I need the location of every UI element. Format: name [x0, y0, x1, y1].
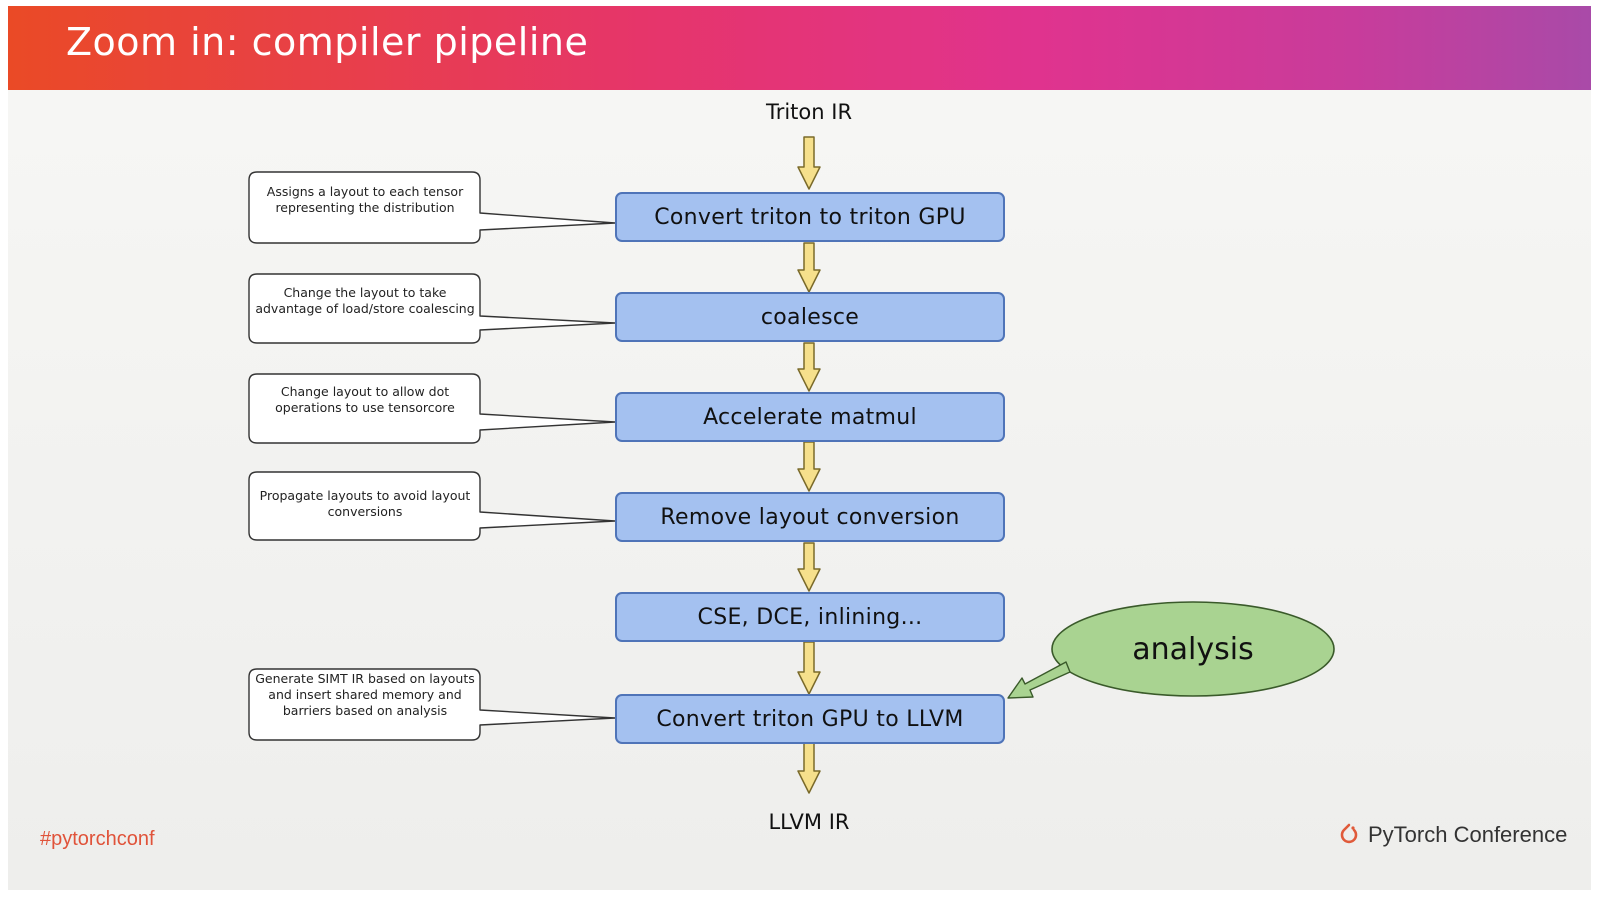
note-convert-to-llvm: Generate SIMT IR based on layouts and insert shared memory and barriers based on analysis: [255, 671, 475, 718]
note-coalesce: Change the layout to take advantage of load/store coalescing: [255, 285, 475, 316]
analysis-label: analysis: [1132, 631, 1254, 667]
down-arrow-7: [798, 743, 820, 793]
down-arrow-2: [798, 243, 820, 292]
down-arrow-1: [798, 137, 820, 189]
slide-title: Zoom in: compiler pipeline: [66, 20, 589, 64]
hashtag: #pytorchconf: [40, 828, 155, 850]
brand: [1338, 820, 1567, 850]
pipeline-diagram: [8, 6, 1591, 890]
down-arrow-5: [798, 543, 820, 591]
pytorch-flame-icon: [1338, 823, 1360, 847]
note-convert-to-triton-gpu: Assigns a layout to each tensor representing the distribution: [266, 184, 464, 215]
pass-convert-to-triton-gpu: Convert triton to triton GPU: [615, 192, 1005, 242]
down-arrow-6: [798, 642, 820, 694]
pass-cse-dce-inlining: CSE, DCE, inlining...: [615, 592, 1005, 642]
brand-name: PyTorch Conference: [1368, 822, 1568, 847]
pass-convert-to-llvm: Convert triton GPU to LLVM: [615, 694, 1005, 744]
callouts: [249, 172, 615, 740]
input-label: Triton IR: [765, 100, 853, 124]
output-label: LLVM IR: [768, 810, 850, 834]
slide: [8, 6, 1591, 890]
pass-coalesce: coalesce: [615, 292, 1005, 342]
note-accelerate-matmul: Change layout to allow dot operations to use tensorcore: [275, 384, 455, 415]
pass-accelerate-matmul: Accelerate matmul: [615, 392, 1005, 442]
down-arrow-4: [798, 442, 820, 491]
pass-remove-layout-conversion: Remove layout conversion: [615, 492, 1005, 542]
down-arrow-3: [798, 343, 820, 391]
note-remove-layout-conversion: Propagate layouts to avoid layout conversions: [259, 488, 471, 519]
